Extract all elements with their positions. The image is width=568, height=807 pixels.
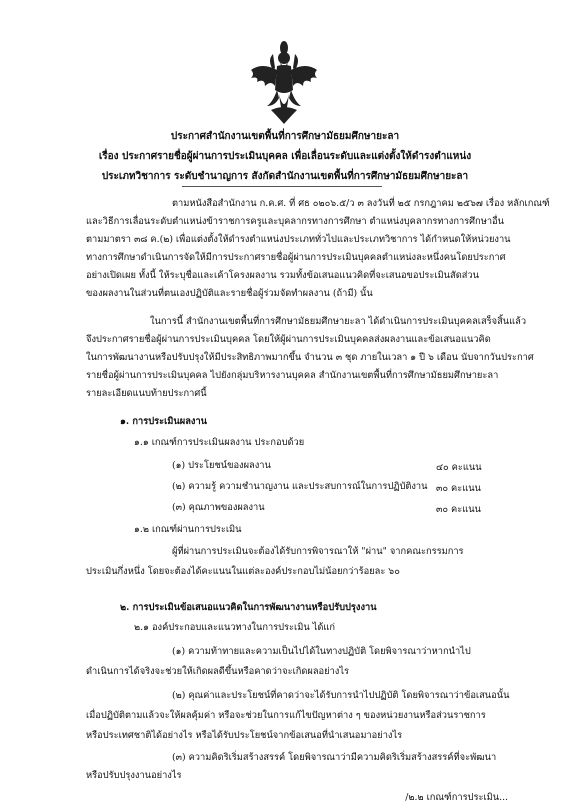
section-1-2-heading: ๑.๒ เกณฑ์ผ่านการประเมิน [134,524,242,535]
para2-line-4: รายชื่อผู้ผ่านการประเมินบุคคล ไปยังกลุ่มบริหารงานบุคคล สำนักงานเขตพื้นที่การศึกษามัธยมศึกษายะลา [86,370,499,381]
divider [182,186,382,187]
criteria-item-1-score: ๔๐ คะแนน [436,462,482,473]
section-2-line-6: (๓) ความคิดริเริ่มสร้างสรรค์ โดยพิจารณาว่ามีความคิดริเริ่มสร้างสรรค์ที่จะพัฒนา [172,752,497,763]
para2-line-2: จึงประกาศรายชื่อผู้ผ่านการประเมินบุคคล โดยให้ผู้ผ่านการประเมินบุคคลส่งผลงานและข้อเสนอแนวคิด [86,334,491,345]
section-2-line-3: (๒) คุณค่าและประโยชน์ที่คาดว่าจะได้รับการนำไปปฏิบัติ โดยพิจารณาว่าข้อเสนอนั้น [172,690,510,701]
criteria-item-3-label: (๓) คุณภาพของผลงาน [172,502,265,513]
header-line-2: เรื่อง ประกาศรายชื่อผู้ผ่านการประเมินบุคคล เพื่อเลื่อนระดับและแต่งตั้งให้ดำรงตำแหน่ง [98,151,472,162]
intro-line-5: อย่างเปิดเผย ทั้งนี้ ให้ระบุชื่อและเค้าโครงผลงาน รวมทั้งข้อเสนอแนวคิดที่จะเสนอขอประเมินสัดส่วน [86,270,479,281]
section-2-line-2: ดำเนินการได้จริงจะช่วยให้เกิดผลดีขึ้นหรือคาดว่าจะเกิดผลอย่างไร [86,666,350,677]
section-1-1-heading: ๑.๑ เกณฑ์การประเมินผลงาน ประกอบด้วย [134,437,305,448]
para2-line-1: ในการนี้ สำนักงานเขตพื้นที่การศึกษามัธยมศึกษายะลา ได้ดำเนินการประเมินบุคคลเสร็จสิ้นแล้ว [150,316,527,327]
criteria-item-2-score: ๓๐ คะแนน [436,483,481,494]
header-line-1: ประกาศสำนักงานเขตพื้นที่การศึกษามัธยมศึกษายะลา [170,131,400,142]
pass-criteria-line-2: ประเมินกึ่งหนึ่ง โดยจะต้องได้คะแนนในแต่ละองค์ประกอบไม่น้อยกว่าร้อยละ ๖๐ [86,566,400,577]
garuda-emblem-icon [247,40,321,128]
para2-line-5: รายละเอียดแนบท้ายประกาศนี้ [86,388,207,399]
criteria-item-1-label: (๑) ประโยชน์ของผลงาน [172,460,271,471]
intro-line-2: และวิธีการเลื่อนระดับตำแหน่งข้าราชการครูและบุคลากรทางการศึกษา ตำแหน่งบุคลากรทางการศึกษาอื่น [86,216,504,227]
pass-criteria-line-1: ผู้ที่ผ่านการประเมินจะต้องได้รับการพิจารณาให้ "ผ่าน" จากคณะกรรมการ [172,546,464,557]
continuation-note: /๒.๒ เกณฑ์การประเมิน... [405,792,508,803]
section-2-1-heading: ๒.๑ องค์ประกอบและแนวทางในการประเมิน ได้แก่ [134,622,335,633]
section-1-title: ๑. การประเมินผลงาน [120,416,208,427]
criteria-item-3-score: ๓๐ คะแนน [436,504,481,515]
intro-line-3: ตามมาตรา ๓๘ ค.(๒) เพื่อแต่งตั้งให้ดำรงตำแหน่งประเภททั่วไปและประเภทวิชาการ ได้กำหนดให้หน่วยงาน [86,234,511,245]
criteria-item-2-label: (๒) ความรู้ ความชำนาญงาน และประสบการณ์ในการปฏิบัติงาน [172,481,428,492]
section-2-line-5: หรือประเทศชาติได้อย่างไร หรือได้รับประโยชน์จากข้อเสนอที่นำเสนอมาอย่างไร [86,730,403,741]
para2-line-3: ในการพัฒนางานหรือปรับปรุงให้มีประสิทธิภาพมากขึ้น จำนวน ๓ ชุด ภายในเวลา ๑ ปี ๖ เดือน นับจากวันประกาศ [86,352,534,363]
section-2-line-4: เมื่อปฏิบัติตามแล้วจะให้ผลคุ้มค่า หรือจะช่วยในการแก้ไขปัญหาต่าง ๆ ของหน่วยงานหรือส่วนราชการ [86,710,486,721]
intro-line-4: ทางการศึกษาดำเนินการจัดให้มีการประกาศรายชื่อผู้ผ่านการประเมินบุคคลตำแหน่งละหนึ่งคนโดยประกาศ [86,252,506,263]
section-2-line-7: หรือปรับปรุงงานอย่างไร [86,770,182,781]
header-line-3: ประเภทวิชาการ ระดับชำนาญการ สังกัดสำนักงานเขตพื้นที่การศึกษามัธยมศึกษายะลา [101,171,469,182]
intro-line-1: ตามหนังสือสำนักงาน ก.ค.ศ. ที่ ศธ ๐๒๐๖.๕/ว ๓ ลงวันที่ ๒๕ กรกฎาคม ๒๕๖๗ เรื่อง หลักเกณฑ์ [172,198,550,209]
intro-line-6: ของผลงานในส่วนที่ตนเองปฏิบัติและรายชื่อผู้ร่วมจัดทำผลงาน (ถ้ามี) นั้น [86,288,373,299]
section-2-line-1: (๑) ความท้าทายและความเป็นไปได้ในทางปฏิบัติ โดยพิจารณาว่าหากนำไป [172,646,471,657]
section-2-title: ๒. การประเมินข้อเสนอแนวคิดในการพัฒนางานหรือปรับปรุงงาน [120,602,377,613]
